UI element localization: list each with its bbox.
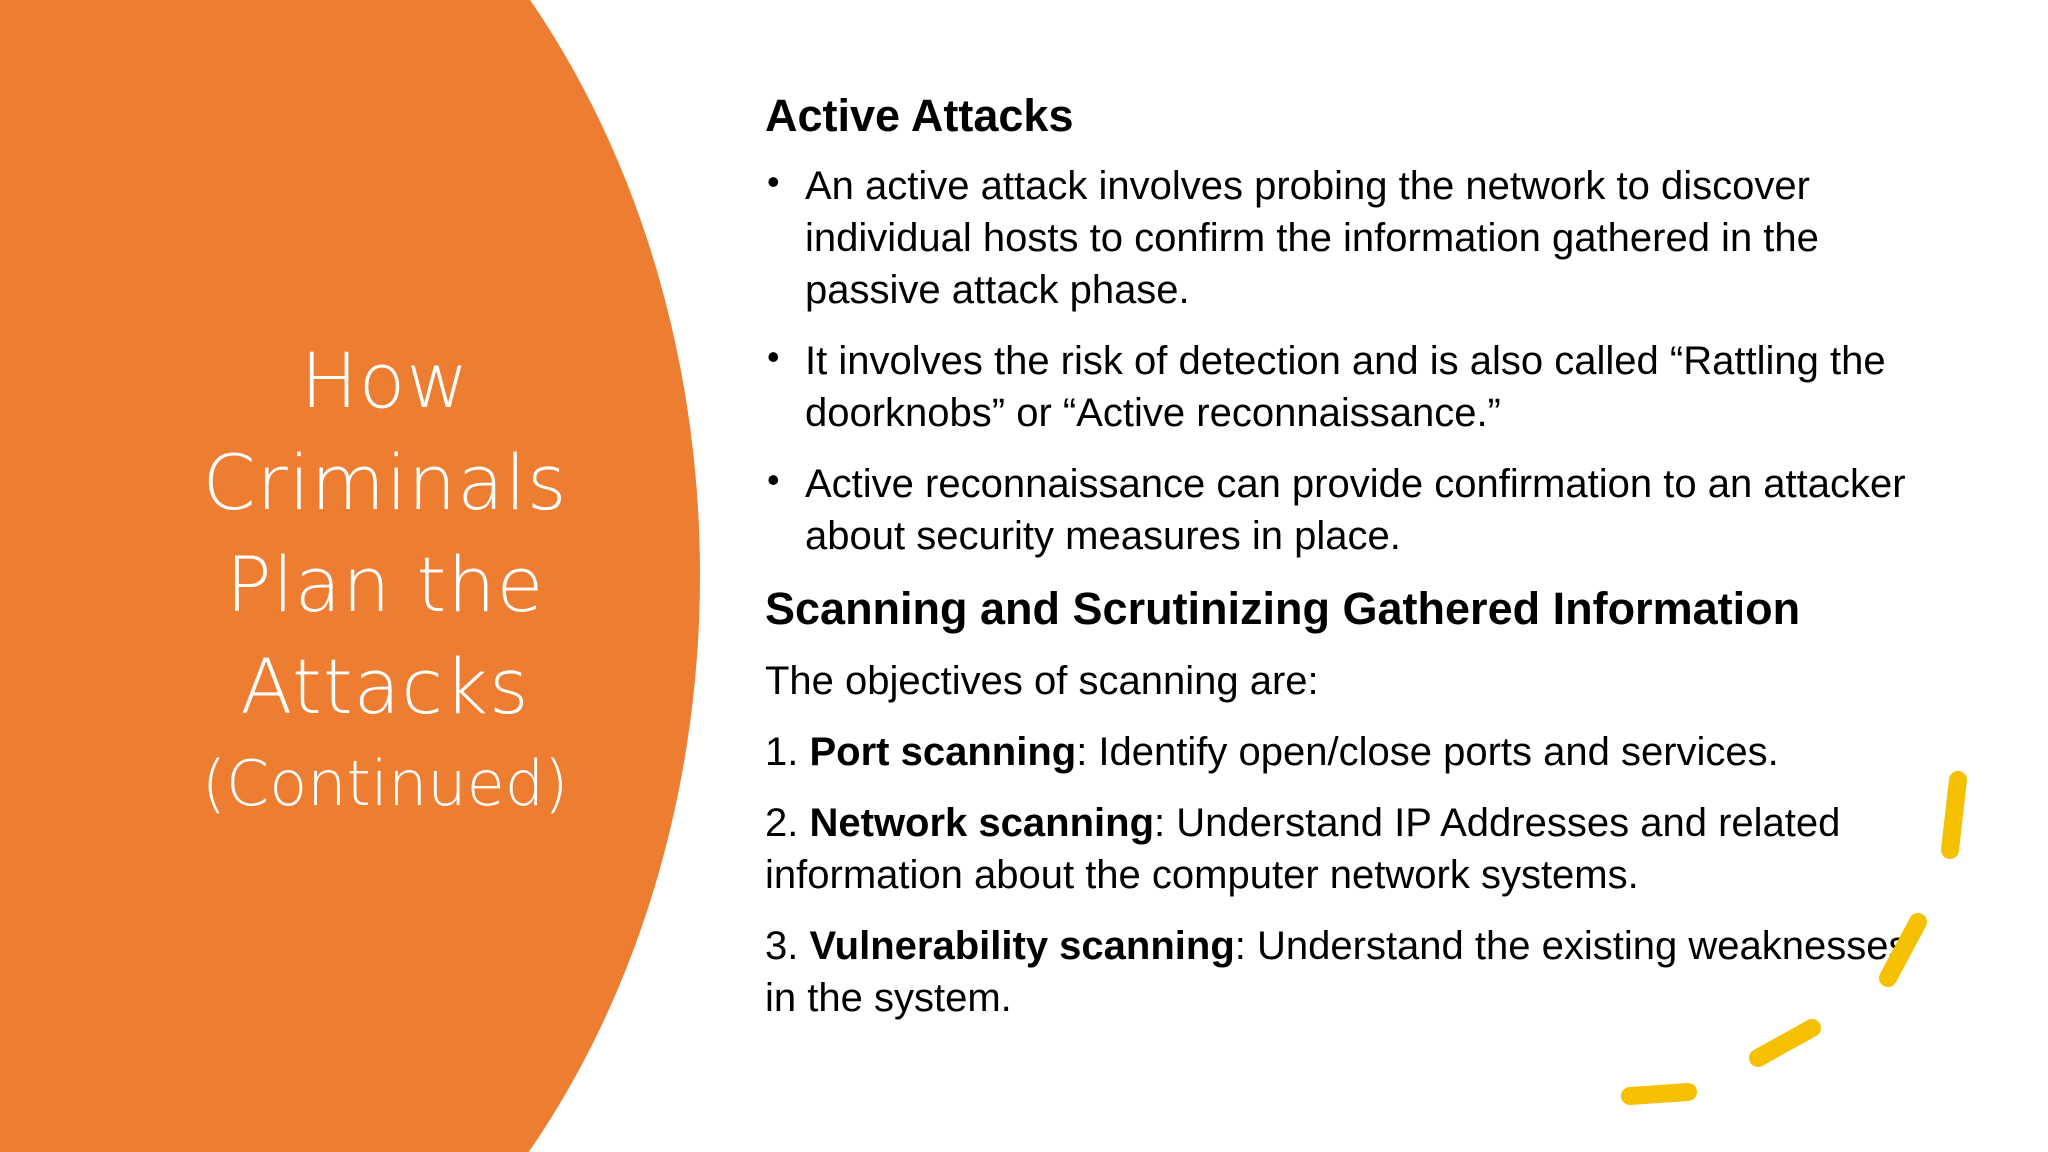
decorative-dash — [1888, 922, 1918, 978]
bullet-list — [765, 160, 1935, 562]
title-line: How — [300, 336, 470, 425]
bullet-item: • An active attack involves probing the network to discover individual hosts to confirm the information gathered in the passive attack phase. — [765, 160, 1935, 316]
title-line: Criminals — [202, 438, 568, 527]
item-number: 2. — [765, 801, 799, 845]
item-number: 1. — [765, 730, 799, 774]
item-term: Network scanning — [809, 801, 1154, 845]
item-description: : Understand IP Addresses and related information about the computer network systems. — [765, 801, 1841, 897]
section-heading-scanning: Scanning and Scrutinizing Gathered Information — [765, 583, 1801, 634]
bullet-item: • Active reconnaissance can provide confirmation to an attacker about security measures in place. — [765, 458, 1935, 562]
decorative-dashed-arc — [1590, 760, 1990, 1120]
title-line: Attacks — [240, 642, 530, 731]
item-term: Vulnerability scanning — [809, 924, 1235, 968]
bullet-item: • It involves the risk of detection and is also called “Rattling the doorknobs” or “Active reconnaissance.” — [765, 335, 1935, 439]
slide-title — [150, 330, 620, 826]
item-description: : Understand the existing weaknesses in the system. — [765, 924, 1909, 1020]
title-line: Plan the — [225, 540, 545, 629]
section-heading-active-attacks: Active Attacks — [765, 90, 1074, 141]
decorative-dash — [1630, 1092, 1688, 1096]
title-subtitle: (Continued) — [201, 747, 569, 820]
intro-paragraph: The objectives of scanning are: — [765, 659, 1319, 703]
item-term: Port scanning — [809, 730, 1077, 774]
item-number: 3. — [765, 924, 799, 968]
decorative-dash — [1758, 1028, 1812, 1058]
item-description: : Identify open/close ports and services. — [1076, 730, 1779, 774]
decorative-dash — [1950, 780, 1958, 850]
